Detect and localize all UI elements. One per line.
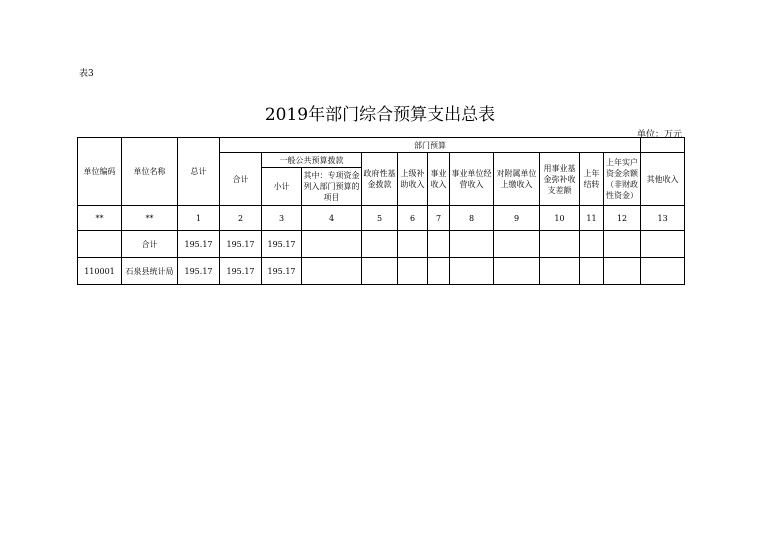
header-operating-income: 事业单位经营收入 [450, 153, 494, 206]
empty-cell [641, 258, 685, 285]
row-sum: 195.17 [220, 231, 262, 258]
empty-cell [398, 258, 428, 285]
empty-cell [428, 258, 450, 285]
row-sum: 195.17 [220, 258, 262, 285]
index-cell: 6 [398, 206, 428, 231]
empty-cell [398, 231, 428, 258]
header-total: 总计 [178, 138, 220, 206]
header-superior-subsidy: 上级补助收入 [398, 153, 428, 206]
header-other-income: 其他收入 [641, 153, 685, 206]
table-number-label: 表3 [79, 69, 94, 79]
empty-cell [302, 258, 362, 285]
empty-cell [641, 231, 685, 258]
header-unit-code: 单位编码 [78, 138, 122, 206]
header-gov-fund: 政府性基金拨款 [362, 153, 398, 206]
index-cell: 8 [450, 206, 494, 231]
header-special-funds: 其中：专项资金列入部门预算的项目 [302, 168, 362, 206]
empty-cell [362, 231, 398, 258]
budget-expenditure-table [77, 137, 685, 285]
empty-cell [540, 258, 580, 285]
header-affiliated-income: 对附属单位上缴收入 [494, 153, 540, 206]
index-cell: 2 [220, 206, 262, 231]
index-cell: ** [122, 206, 178, 231]
index-cell: 7 [428, 206, 450, 231]
header-prior-year: 上年结转 [580, 153, 604, 206]
row-unit-code [78, 231, 122, 258]
header-fund-supplement: 用事业基金弥补收支差额 [540, 153, 580, 206]
index-cell: 11 [580, 206, 604, 231]
empty-cell [450, 258, 494, 285]
column-index-row [78, 206, 685, 231]
header-subtotal: 小计 [262, 168, 302, 206]
empty-cell [604, 231, 641, 258]
empty-cell [580, 258, 604, 285]
index-cell: 10 [540, 206, 580, 231]
empty-cell [302, 231, 362, 258]
table-row-unit [78, 258, 685, 285]
page-title: 2019年部门综合预算支出总表 [264, 105, 496, 125]
header-blank-corner [641, 138, 685, 153]
header-unit-name: 单位名称 [122, 138, 178, 206]
empty-cell [494, 231, 540, 258]
header-business-income: 事业收入 [428, 153, 450, 206]
row-subtotal: 195.17 [262, 231, 302, 258]
header-general-public: 一般公共预算拨款 [262, 153, 362, 168]
index-cell: 1 [178, 206, 220, 231]
empty-cell [604, 258, 641, 285]
empty-cell [362, 258, 398, 285]
row-subtotal: 195.17 [262, 258, 302, 285]
row-total: 195.17 [178, 258, 220, 285]
row-unit-name: 合计 [122, 231, 178, 258]
unit-label: 单位：万元 [636, 130, 682, 140]
empty-cell [450, 231, 494, 258]
empty-cell [580, 231, 604, 258]
header-prior-balance: 上年实户资金余额（非财政性资金） [604, 153, 641, 206]
empty-cell [428, 231, 450, 258]
table-row-total [78, 231, 685, 258]
row-unit-code: 110001 [78, 258, 122, 285]
index-cell: 4 [302, 206, 362, 231]
empty-cell [494, 258, 540, 285]
index-cell: 3 [262, 206, 302, 231]
header-dept-budget: 部门预算 [220, 138, 641, 153]
index-cell: 9 [494, 206, 540, 231]
index-cell: 13 [641, 206, 685, 231]
index-cell: 12 [604, 206, 641, 231]
empty-cell [540, 231, 580, 258]
header-sum: 合计 [220, 153, 262, 206]
index-cell: 5 [362, 206, 398, 231]
row-total: 195.17 [178, 231, 220, 258]
row-unit-name: 石泉县统计局 [122, 258, 178, 285]
index-cell: ** [78, 206, 122, 231]
